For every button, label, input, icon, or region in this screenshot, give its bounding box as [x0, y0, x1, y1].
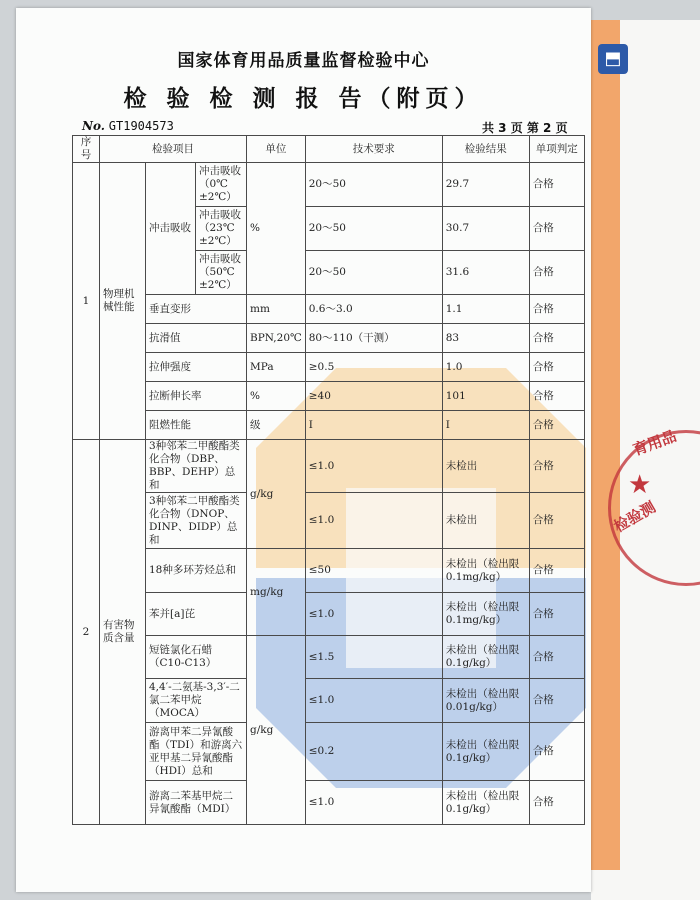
cell-verdict: 合格 — [529, 493, 584, 549]
cell-verdict: 合格 — [529, 549, 584, 593]
table-row — [73, 781, 585, 825]
table-row — [73, 679, 585, 723]
cell-result: 未检出 — [442, 493, 529, 549]
cell-req: ≤1.0 — [305, 781, 442, 825]
report-number-label: No. — [82, 119, 105, 133]
cell-result: Ⅰ — [442, 411, 529, 440]
cell-result: 30.7 — [442, 207, 529, 251]
cell-req: 0.6～3.0 — [305, 295, 442, 324]
cell-result: 未检出 — [442, 440, 529, 493]
report-number — [82, 119, 174, 133]
cell-verdict: 合格 — [529, 723, 584, 781]
cell-item: 苯并[a]芘 — [146, 593, 247, 636]
inspection-table — [72, 135, 585, 825]
cell-item: 阻燃性能 — [146, 411, 247, 440]
group-category: 有害物质含量 — [100, 440, 146, 825]
cell-req: ≥0.5 — [305, 353, 442, 382]
cell-result: 83 — [442, 324, 529, 353]
cell-req: 20～50 — [305, 251, 442, 295]
cell-req: 20～50 — [305, 163, 442, 207]
cell-req: ≤1.0 — [305, 440, 442, 493]
cell-result: 未检出（检出限0.1mg/kg） — [442, 593, 529, 636]
seal-text-top: 育用品 — [630, 426, 679, 460]
header-item: 检验项目 — [100, 136, 247, 163]
cell-verdict: 合格 — [529, 411, 584, 440]
cell-result: 31.6 — [442, 251, 529, 295]
cell-unit: mg/kg — [247, 549, 306, 636]
document-edge-strip — [588, 20, 620, 870]
cell-verdict: 合格 — [529, 382, 584, 411]
cell-result: 1.0 — [442, 353, 529, 382]
cell-result: 1.1 — [442, 295, 529, 324]
table-header-row — [73, 136, 585, 163]
cell-req: ≤1.0 — [305, 593, 442, 636]
cell-result: 未检出（检出限0.1g/kg） — [442, 636, 529, 679]
page-info: 共 3 页 第 2 页 — [482, 121, 568, 135]
report-title: 检 验 检 测 报 告（附页） — [123, 86, 484, 112]
group-category: 物理机械性能 — [100, 163, 146, 440]
header-unit: 单位 — [247, 136, 306, 163]
logo-icon: ⬒ — [598, 44, 628, 74]
cell-verdict: 合格 — [529, 353, 584, 382]
table-row — [73, 295, 585, 324]
table-row — [73, 440, 585, 493]
cell-verdict: 合格 — [529, 324, 584, 353]
item-name: 短链氯化石蜡 — [149, 644, 212, 656]
organization-name: 国家体育用品质量监督检验中心 — [177, 51, 430, 71]
seal-star-icon: ★ — [628, 470, 652, 500]
cell-item: 游离甲苯二异氰酸酯（TDI）和游离六亚甲基二异氰酸酯（HDI）总和 — [146, 723, 247, 781]
cell-verdict: 合格 — [529, 207, 584, 251]
cell-req: ≤1.0 — [305, 679, 442, 723]
table-row — [73, 723, 585, 781]
header-req: 技术要求 — [305, 136, 442, 163]
header-result: 检验结果 — [442, 136, 529, 163]
table-row — [73, 411, 585, 440]
cell-verdict: 合格 — [529, 163, 584, 207]
cell-verdict: 合格 — [529, 679, 584, 723]
cell-item — [146, 636, 247, 679]
cell-unit: 级 — [247, 411, 306, 440]
table-row — [73, 163, 585, 207]
table-row — [73, 593, 585, 636]
report-page — [16, 8, 591, 892]
cell-unit: BPN,20℃ — [247, 324, 306, 353]
impact-sub: 冲击吸收（23℃±2℃） — [196, 207, 247, 251]
cell-result: 29.7 — [442, 163, 529, 207]
cell-req: Ⅰ — [305, 411, 442, 440]
cell-verdict: 合格 — [529, 440, 584, 493]
table-row — [73, 493, 585, 549]
cell-unit: g/kg — [247, 440, 306, 549]
cell-verdict: 合格 — [529, 251, 584, 295]
group-no: 1 — [73, 163, 100, 440]
cell-verdict: 合格 — [529, 593, 584, 636]
cell-unit: g/kg — [247, 636, 306, 825]
cell-req: 80～110（干测） — [305, 324, 442, 353]
cell-req: ≤50 — [305, 549, 442, 593]
cell-req: ≤0.2 — [305, 723, 442, 781]
cell-verdict: 合格 — [529, 636, 584, 679]
cell-req: 20～50 — [305, 207, 442, 251]
cell-verdict: 合格 — [529, 781, 584, 825]
impact-sub: 冲击吸收（50℃±2℃） — [196, 251, 247, 295]
cell-item: 18种多环芳烃总和 — [146, 549, 247, 593]
table-row — [73, 549, 585, 593]
header-no: 序号 — [73, 136, 100, 163]
table-row — [73, 324, 585, 353]
item-formula: （C10-C13） — [149, 657, 217, 669]
cell-verdict: 合格 — [529, 295, 584, 324]
group-no: 2 — [73, 440, 100, 825]
cell-item: 游离二苯基甲烷二异氰酸酯（MDI） — [146, 781, 247, 825]
cell-unit: mm — [247, 295, 306, 324]
cell-result: 未检出（检出限0.1g/kg） — [442, 723, 529, 781]
cell-result: 101 — [442, 382, 529, 411]
cell-req: ≤1.5 — [305, 636, 442, 679]
seal-text-bottom: 检验测 — [610, 497, 659, 536]
cell-result: 未检出（检出限0.01g/kg） — [442, 679, 529, 723]
cell-item: 垂直变形 — [146, 295, 247, 324]
cell-item: 抗滑值 — [146, 324, 247, 353]
impact-unit: % — [247, 163, 306, 295]
header-verdict: 单项判定 — [529, 136, 584, 163]
table-row — [73, 636, 585, 679]
cell-req: ≥40 — [305, 382, 442, 411]
cell-result: 未检出（检出限0.1g/kg） — [442, 781, 529, 825]
impact-sub: 冲击吸收（0℃±2℃） — [196, 163, 247, 207]
report-number-value: GT1904573 — [108, 119, 174, 133]
impact-label: 冲击吸收 — [146, 163, 196, 295]
cell-item: 拉伸强度 — [146, 353, 247, 382]
cell-unit: % — [247, 382, 306, 411]
table-row — [73, 353, 585, 382]
cell-req: ≤1.0 — [305, 493, 442, 549]
cell-item: 3种邻苯二甲酸酯类化合物（DBP、BBP、DEHP）总和 — [146, 440, 247, 493]
table-row — [73, 382, 585, 411]
cell-item: 3种邻苯二甲酸酯类化合物（DNOP、DINP、DIDP）总和 — [146, 493, 247, 549]
cell-result: 未检出（检出限0.1mg/kg） — [442, 549, 529, 593]
cell-unit: MPa — [247, 353, 306, 382]
cell-item: 拉断伸长率 — [146, 382, 247, 411]
cell-item: 4,4′-二氨基-3,3′-二氯二苯甲烷（MOCA） — [146, 679, 247, 723]
